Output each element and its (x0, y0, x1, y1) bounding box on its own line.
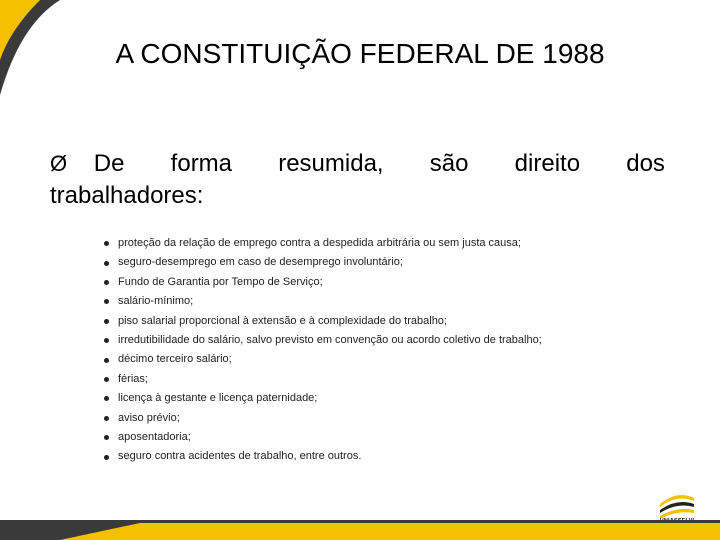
lead-word: direito (514, 150, 581, 177)
lead-word: forma (170, 150, 233, 177)
lead-paragraph (50, 148, 665, 212)
list-item: licença à gestante e licença paternidade; (104, 389, 542, 408)
list-item: seguro contra acidentes de trabalho, entre outros. (104, 447, 542, 466)
bullet-icon (104, 241, 109, 246)
lead-word: são (429, 150, 469, 177)
bullet-icon (104, 435, 109, 440)
bullet-icon (104, 338, 109, 343)
bottom-bar (0, 520, 720, 540)
bullet-icon (104, 396, 109, 401)
bullet-icon (104, 280, 109, 285)
arrow-bullet-icon: Ø (50, 151, 68, 176)
list-item: Fundo de Garantia por Tempo de Serviço; (104, 273, 542, 292)
bullet-icon (104, 319, 109, 324)
rights-list (104, 234, 542, 467)
bullet-icon (104, 416, 109, 421)
list-item: piso salarial proporcional à extensão e à complexidade do trabalho; (104, 312, 542, 331)
lead-word: Ø De (50, 150, 125, 177)
list-item: décimo terceiro salário; (104, 350, 542, 369)
list-item: aposentadoria; (104, 428, 542, 447)
lead-word: dos (626, 150, 665, 177)
list-item: salário-mínimo; (104, 292, 542, 311)
lead-line-2: trabalhadores: (50, 182, 204, 209)
list-item: férias; (104, 370, 542, 389)
list-item: seguro-desemprego em caso de desemprego involuntário; (104, 253, 542, 272)
bullet-icon (104, 299, 109, 304)
bullet-icon (104, 377, 109, 382)
lead-word: resumida, (278, 150, 384, 177)
list-item: aviso prévio; (104, 409, 542, 428)
list-item: proteção da relação de emprego contra a despedida arbitrária ou sem justa causa; (104, 234, 542, 253)
bullet-icon (104, 261, 109, 266)
slide-title: A CONSTITUIÇÃO FEDERAL DE 1988 (115, 38, 605, 69)
lead-line-1 (50, 148, 665, 180)
bullet-icon (104, 455, 109, 460)
bullet-icon (104, 358, 109, 363)
list-item: irredutibilidade do salário, salvo previsto em convenção ou acordo coletivo de trabalho; (104, 331, 542, 350)
